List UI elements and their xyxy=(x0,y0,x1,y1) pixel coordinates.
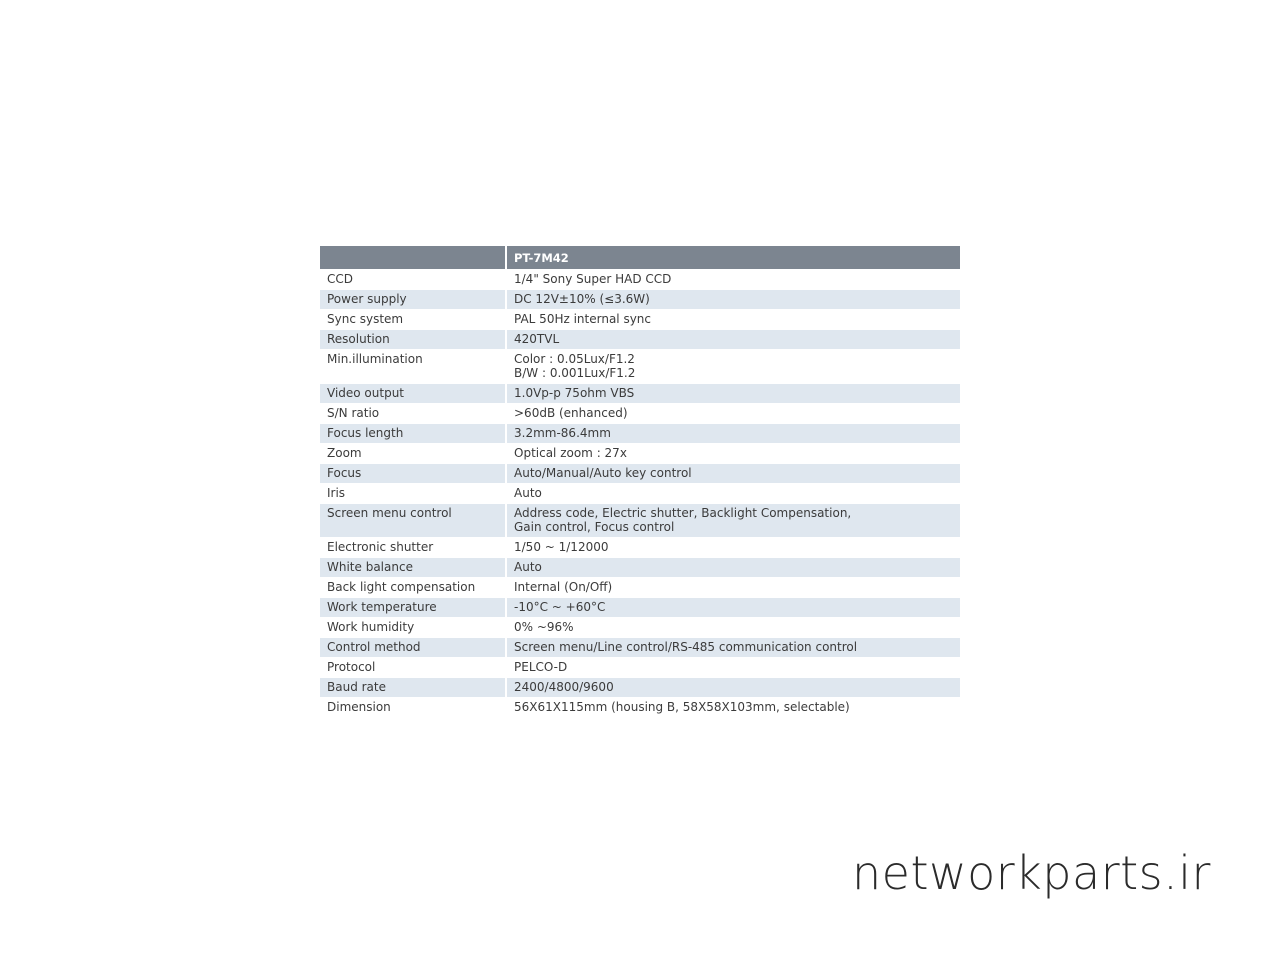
spec-table-header-row xyxy=(320,246,960,270)
table-row xyxy=(320,424,960,444)
spec-label-cell: Resolution xyxy=(320,330,506,350)
spec-label-cell: Dimension xyxy=(320,698,506,718)
spec-value-cell: Screen menu/Line control/RS-485 communication control xyxy=(506,638,960,658)
spec-label-cell: Focus xyxy=(320,464,506,484)
spec-label-cell: Protocol xyxy=(320,658,506,678)
spec-label-cell: Work humidity xyxy=(320,618,506,638)
spec-value-cell: 1/4" Sony Super HAD CCD xyxy=(506,270,960,290)
spec-label-cell: Electronic shutter xyxy=(320,538,506,558)
table-row xyxy=(320,464,960,484)
watermark-logo: networkparts.ir xyxy=(852,846,1211,900)
table-row xyxy=(320,290,960,310)
spec-value-cell: -10°C ~ +60°C xyxy=(506,598,960,618)
spec-label-cell: Iris xyxy=(320,484,506,504)
table-row xyxy=(320,598,960,618)
table-row xyxy=(320,444,960,464)
spec-value-cell: 1.0Vp-p 75ohm VBS xyxy=(506,384,960,404)
table-row xyxy=(320,618,960,638)
table-row xyxy=(320,578,960,598)
spec-value-cell: Internal (On/Off) xyxy=(506,578,960,598)
spec-label-cell: Min.illumination xyxy=(320,350,506,384)
header-label-cell xyxy=(320,246,506,270)
table-row xyxy=(320,658,960,678)
spec-value-cell: Auto xyxy=(506,558,960,578)
spec-label-cell: Work temperature xyxy=(320,598,506,618)
spec-value-cell: >60dB (enhanced) xyxy=(506,404,960,424)
spec-label-cell: S/N ratio xyxy=(320,404,506,424)
spec-label-cell: White balance xyxy=(320,558,506,578)
spec-label-cell: Screen menu control xyxy=(320,504,506,538)
spec-table-body xyxy=(320,270,960,718)
table-row xyxy=(320,698,960,718)
spec-value-cell: Address code, Electric shutter, Backlight Compensation, Gain control, Focus control xyxy=(506,504,960,538)
spec-value-cell: 420TVL xyxy=(506,330,960,350)
table-row xyxy=(320,404,960,424)
spec-value-cell: Color : 0.05Lux/F1.2 B/W : 0.001Lux/F1.2 xyxy=(506,350,960,384)
spec-label-cell: Power supply xyxy=(320,290,506,310)
spec-label-cell: Video output xyxy=(320,384,506,404)
spec-value-cell: 3.2mm-86.4mm xyxy=(506,424,960,444)
spec-value-cell: Auto/Manual/Auto key control xyxy=(506,464,960,484)
table-row xyxy=(320,310,960,330)
spec-value-cell: DC 12V±10% (≤3.6W) xyxy=(506,290,960,310)
table-row xyxy=(320,484,960,504)
header-model-cell: PT-7M42 xyxy=(506,246,960,270)
spec-value-cell: 1/50 ~ 1/12000 xyxy=(506,538,960,558)
table-row xyxy=(320,678,960,698)
table-row xyxy=(320,384,960,404)
spec-value-cell: 0% ~96% xyxy=(506,618,960,638)
spec-value-cell: 56X61X115mm (housing B, 58X58X103mm, selectable) xyxy=(506,698,960,718)
spec-table xyxy=(320,246,960,717)
spec-value-cell: Auto xyxy=(506,484,960,504)
spec-value-cell: Optical zoom : 27x xyxy=(506,444,960,464)
spec-label-cell: Sync system xyxy=(320,310,506,330)
spec-value-cell: PELCO-D xyxy=(506,658,960,678)
spec-label-cell: Baud rate xyxy=(320,678,506,698)
table-row xyxy=(320,638,960,658)
table-row xyxy=(320,538,960,558)
table-row xyxy=(320,504,960,538)
spec-label-cell: Control method xyxy=(320,638,506,658)
spec-label-cell: Zoom xyxy=(320,444,506,464)
table-row xyxy=(320,350,960,384)
table-row xyxy=(320,270,960,290)
spec-label-cell: Back light compensation xyxy=(320,578,506,598)
table-row xyxy=(320,558,960,578)
spec-value-cell: PAL 50Hz internal sync xyxy=(506,310,960,330)
spec-label-cell: Focus length xyxy=(320,424,506,444)
spec-value-cell: 2400/4800/9600 xyxy=(506,678,960,698)
table-row xyxy=(320,330,960,350)
spec-label-cell: CCD xyxy=(320,270,506,290)
